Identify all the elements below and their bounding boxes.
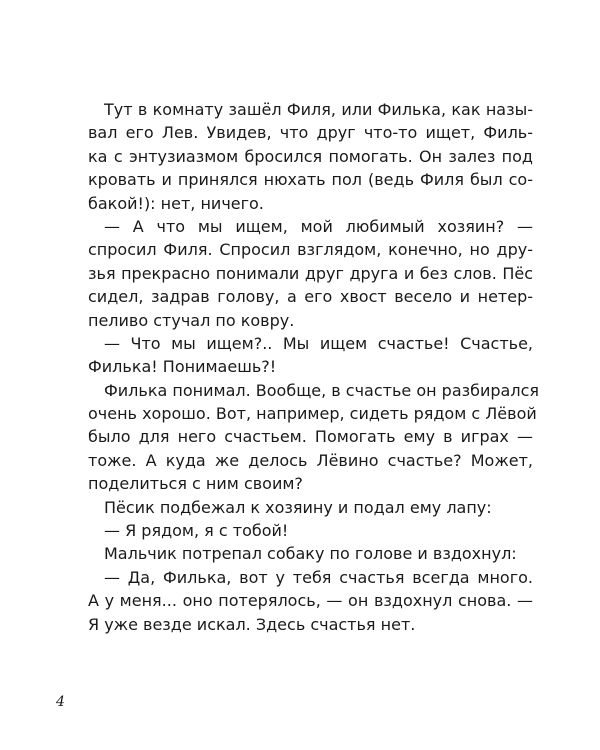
text-line: тоже. А куда же делось Лёвино счастье? Может, <box>88 450 533 470</box>
text-line: пеливо стучал по ковру. <box>88 310 295 330</box>
text-line: — Что мы ищем?.. Мы ищем счастье! Счастье, <box>104 333 533 353</box>
body-text <box>88 98 539 636</box>
text-line: — Я рядом, я с тобой! <box>104 521 289 541</box>
text-line: Филька! Понимаешь?! <box>88 357 277 377</box>
text-line: очень хорошо. Вот, например, сидеть рядом с Лёвой <box>88 404 537 424</box>
text-line: кровать и принялся нюхать пол (ведь Филя был со- <box>88 170 533 190</box>
page-number: 4 <box>56 694 65 710</box>
text-line: Пёсик подбежал к хозяину и подал ему лапу: <box>104 497 492 517</box>
text-line: вал его Лев. Увидев, что друг что-то ищет, Филь- <box>88 123 533 143</box>
text-line: Тут в комнату зашёл Филя, или Филька, как назы- <box>104 100 533 119</box>
text-line: было для него счастьем. Помогать ему в играх — <box>88 427 533 447</box>
text-line: — А что мы ищем, мой любимый хозяин? — <box>104 216 533 236</box>
text-line: ка с энтузиазмом бросился помогать. Он залез под <box>88 146 533 166</box>
text-line: Я уже везде искал. Здесь счастья нет. <box>88 614 416 634</box>
text-line: А у меня... оно потерялось, — он вздохнул снова. — <box>88 591 533 611</box>
text-line: спросил Филя. Спросил взглядом, конечно, но дру- <box>88 240 533 260</box>
text-line: — Да, Филька, вот у тебя счастья всегда много. <box>104 567 533 587</box>
text-line: поделиться с ним своим? <box>88 474 303 494</box>
text-line: Мальчик потрепал собаку по голове и вздохнул: <box>104 544 517 564</box>
text-line: Филька понимал. Вообще, в счастье он разбирался <box>104 380 539 400</box>
text-line: зья прекрасно понимали друг друга и без слов. Пёс <box>88 263 533 283</box>
text-line: сидел, задрав голову, а его хвост весело и нетер- <box>88 287 533 307</box>
text-line: бакой!): нет, ничего. <box>88 193 264 213</box>
